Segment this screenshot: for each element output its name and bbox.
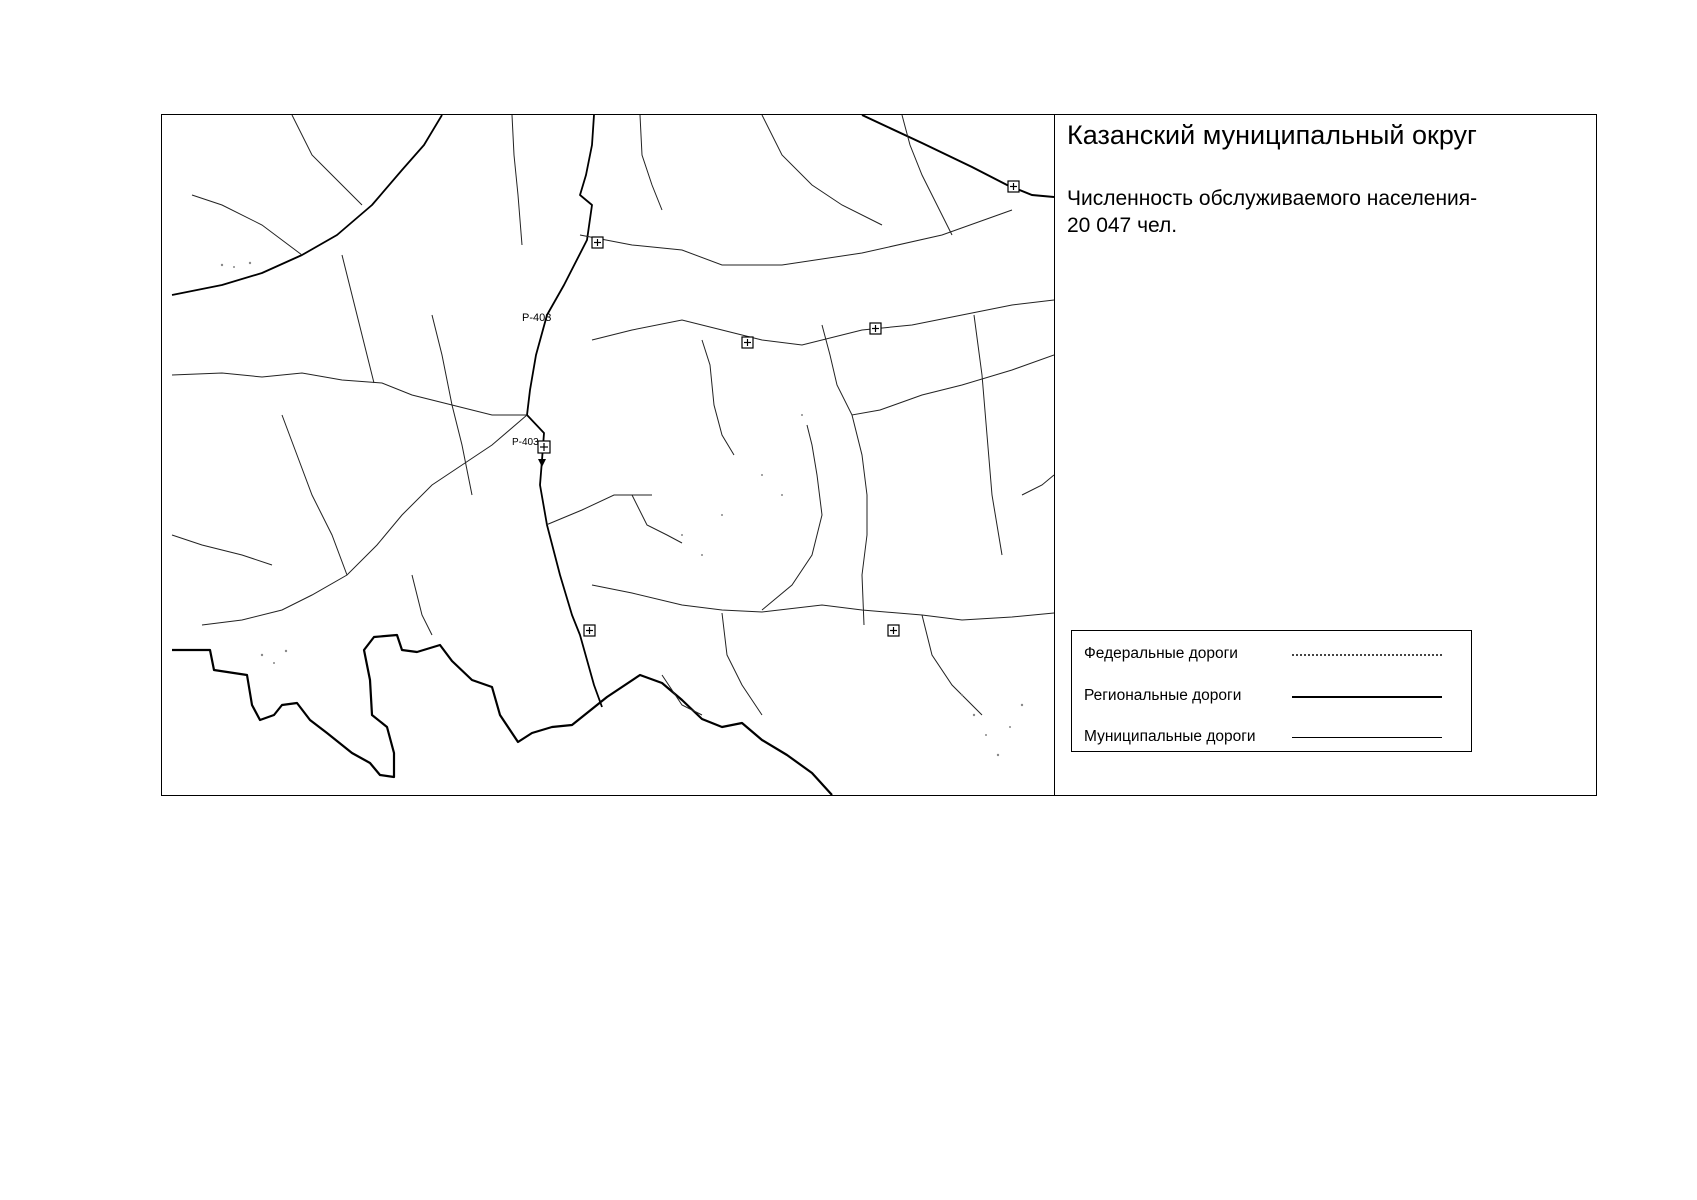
legend-item-municipal <box>1084 728 1459 748</box>
legend-label: Федеральные дороги <box>1084 645 1238 662</box>
district-boundary <box>172 635 832 795</box>
station-markers <box>538 181 1019 636</box>
district-title: Казанский муниципальный округ <box>1067 120 1477 150</box>
station-marker-crosses <box>540 183 1017 634</box>
district-map <box>162 115 1054 795</box>
road-label-r403-north: Р-403 <box>522 312 552 324</box>
regional-road-line-icon <box>1292 696 1442 698</box>
municipal-roads <box>172 115 1054 715</box>
info-panel <box>1055 115 1596 795</box>
road-label-r403-center: Р-403 <box>512 437 539 448</box>
regional-roads <box>172 115 602 707</box>
direction-arrow-icon <box>538 459 546 467</box>
settlement-markings <box>221 262 1023 756</box>
legend-item-federal <box>1084 645 1459 665</box>
population-label: Численность обслуживаемого населения- <box>1067 187 1478 210</box>
population-value: 20 047 чел. <box>1067 214 1178 237</box>
map-sheet-frame <box>161 114 1597 796</box>
legend-label: Муниципальные дороги <box>1084 728 1256 745</box>
map-legend <box>1071 630 1472 752</box>
legend-label: Региональные дороги <box>1084 687 1242 704</box>
legend-item-regional <box>1084 687 1459 707</box>
municipal-road-line-icon <box>1292 737 1442 738</box>
federal-road <box>862 115 1054 197</box>
population-info <box>1067 185 1477 239</box>
map-canvas <box>162 115 1054 795</box>
federal-road-line-icon <box>1292 654 1442 656</box>
